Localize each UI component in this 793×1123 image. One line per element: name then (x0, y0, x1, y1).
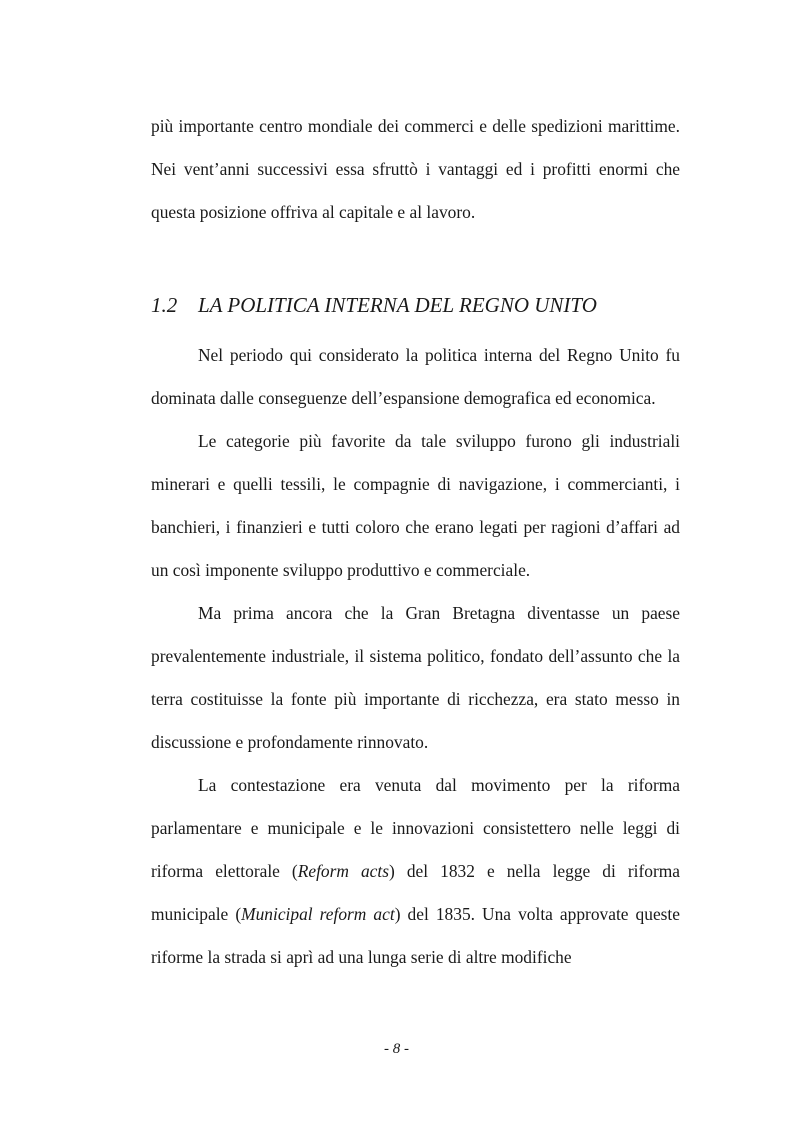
body-text (151, 334, 680, 979)
section-number: 1.2 (151, 293, 178, 317)
paragraph-4 (151, 764, 680, 979)
section-title: LA POLITICA INTERNA DEL REGNO UNITO (198, 293, 597, 317)
paragraph-2: Le categorie più favorite da tale sviluppo furono gli industriali minerari e quelli tessili, le compagnie di navigazione, i commercianti, i banchieri, i finanzieri e tutti coloro che erano legati per ragioni d’affari ad un così imponente sviluppo produttivo e commerciale. (151, 431, 680, 580)
paragraph-4-text-a: La contestazione era venuta dal movimento per la riforma parlamentare e municipale e le innovazioni consistettero nelle leggi di riforma elettorale ( (151, 775, 680, 881)
section-heading (151, 290, 597, 320)
continuation-block (151, 105, 680, 234)
municipal-reform-act-term: Municipal reform act (241, 904, 395, 924)
page-number: - 8 - (384, 1041, 409, 1057)
reform-acts-term: Reform acts (297, 861, 389, 881)
paragraph-3: Ma prima ancora che la Gran Bretagna diventasse un paese prevalentemente industriale, il sistema politico, fondato dell’assunto che la terra costituisse la fonte più importante di ricchezza, era stato messo in discussione e profondamente rinnovato. (151, 603, 680, 752)
paragraph-4-text-b: ) del 1832 e nella legge di riforma municipale ( (151, 861, 681, 924)
continuation-paragraph: più importante centro mondiale dei commerci e delle spedizioni marittime. Nei vent’anni successivi essa sfruttò i vantaggi ed i profitti enormi che questa posizione offriva al capitale e al lavoro. (151, 116, 680, 222)
paragraph-4-text-c: ) del 1835. Una volta approvate queste riforme la strada si aprì ad una lunga serie di altre modifiche (151, 904, 680, 967)
paragraph-1: Nel periodo qui considerato la politica interna del Regno Unito fu dominata dalle conseguenze dell’espansione demografica ed economica. (151, 345, 680, 408)
